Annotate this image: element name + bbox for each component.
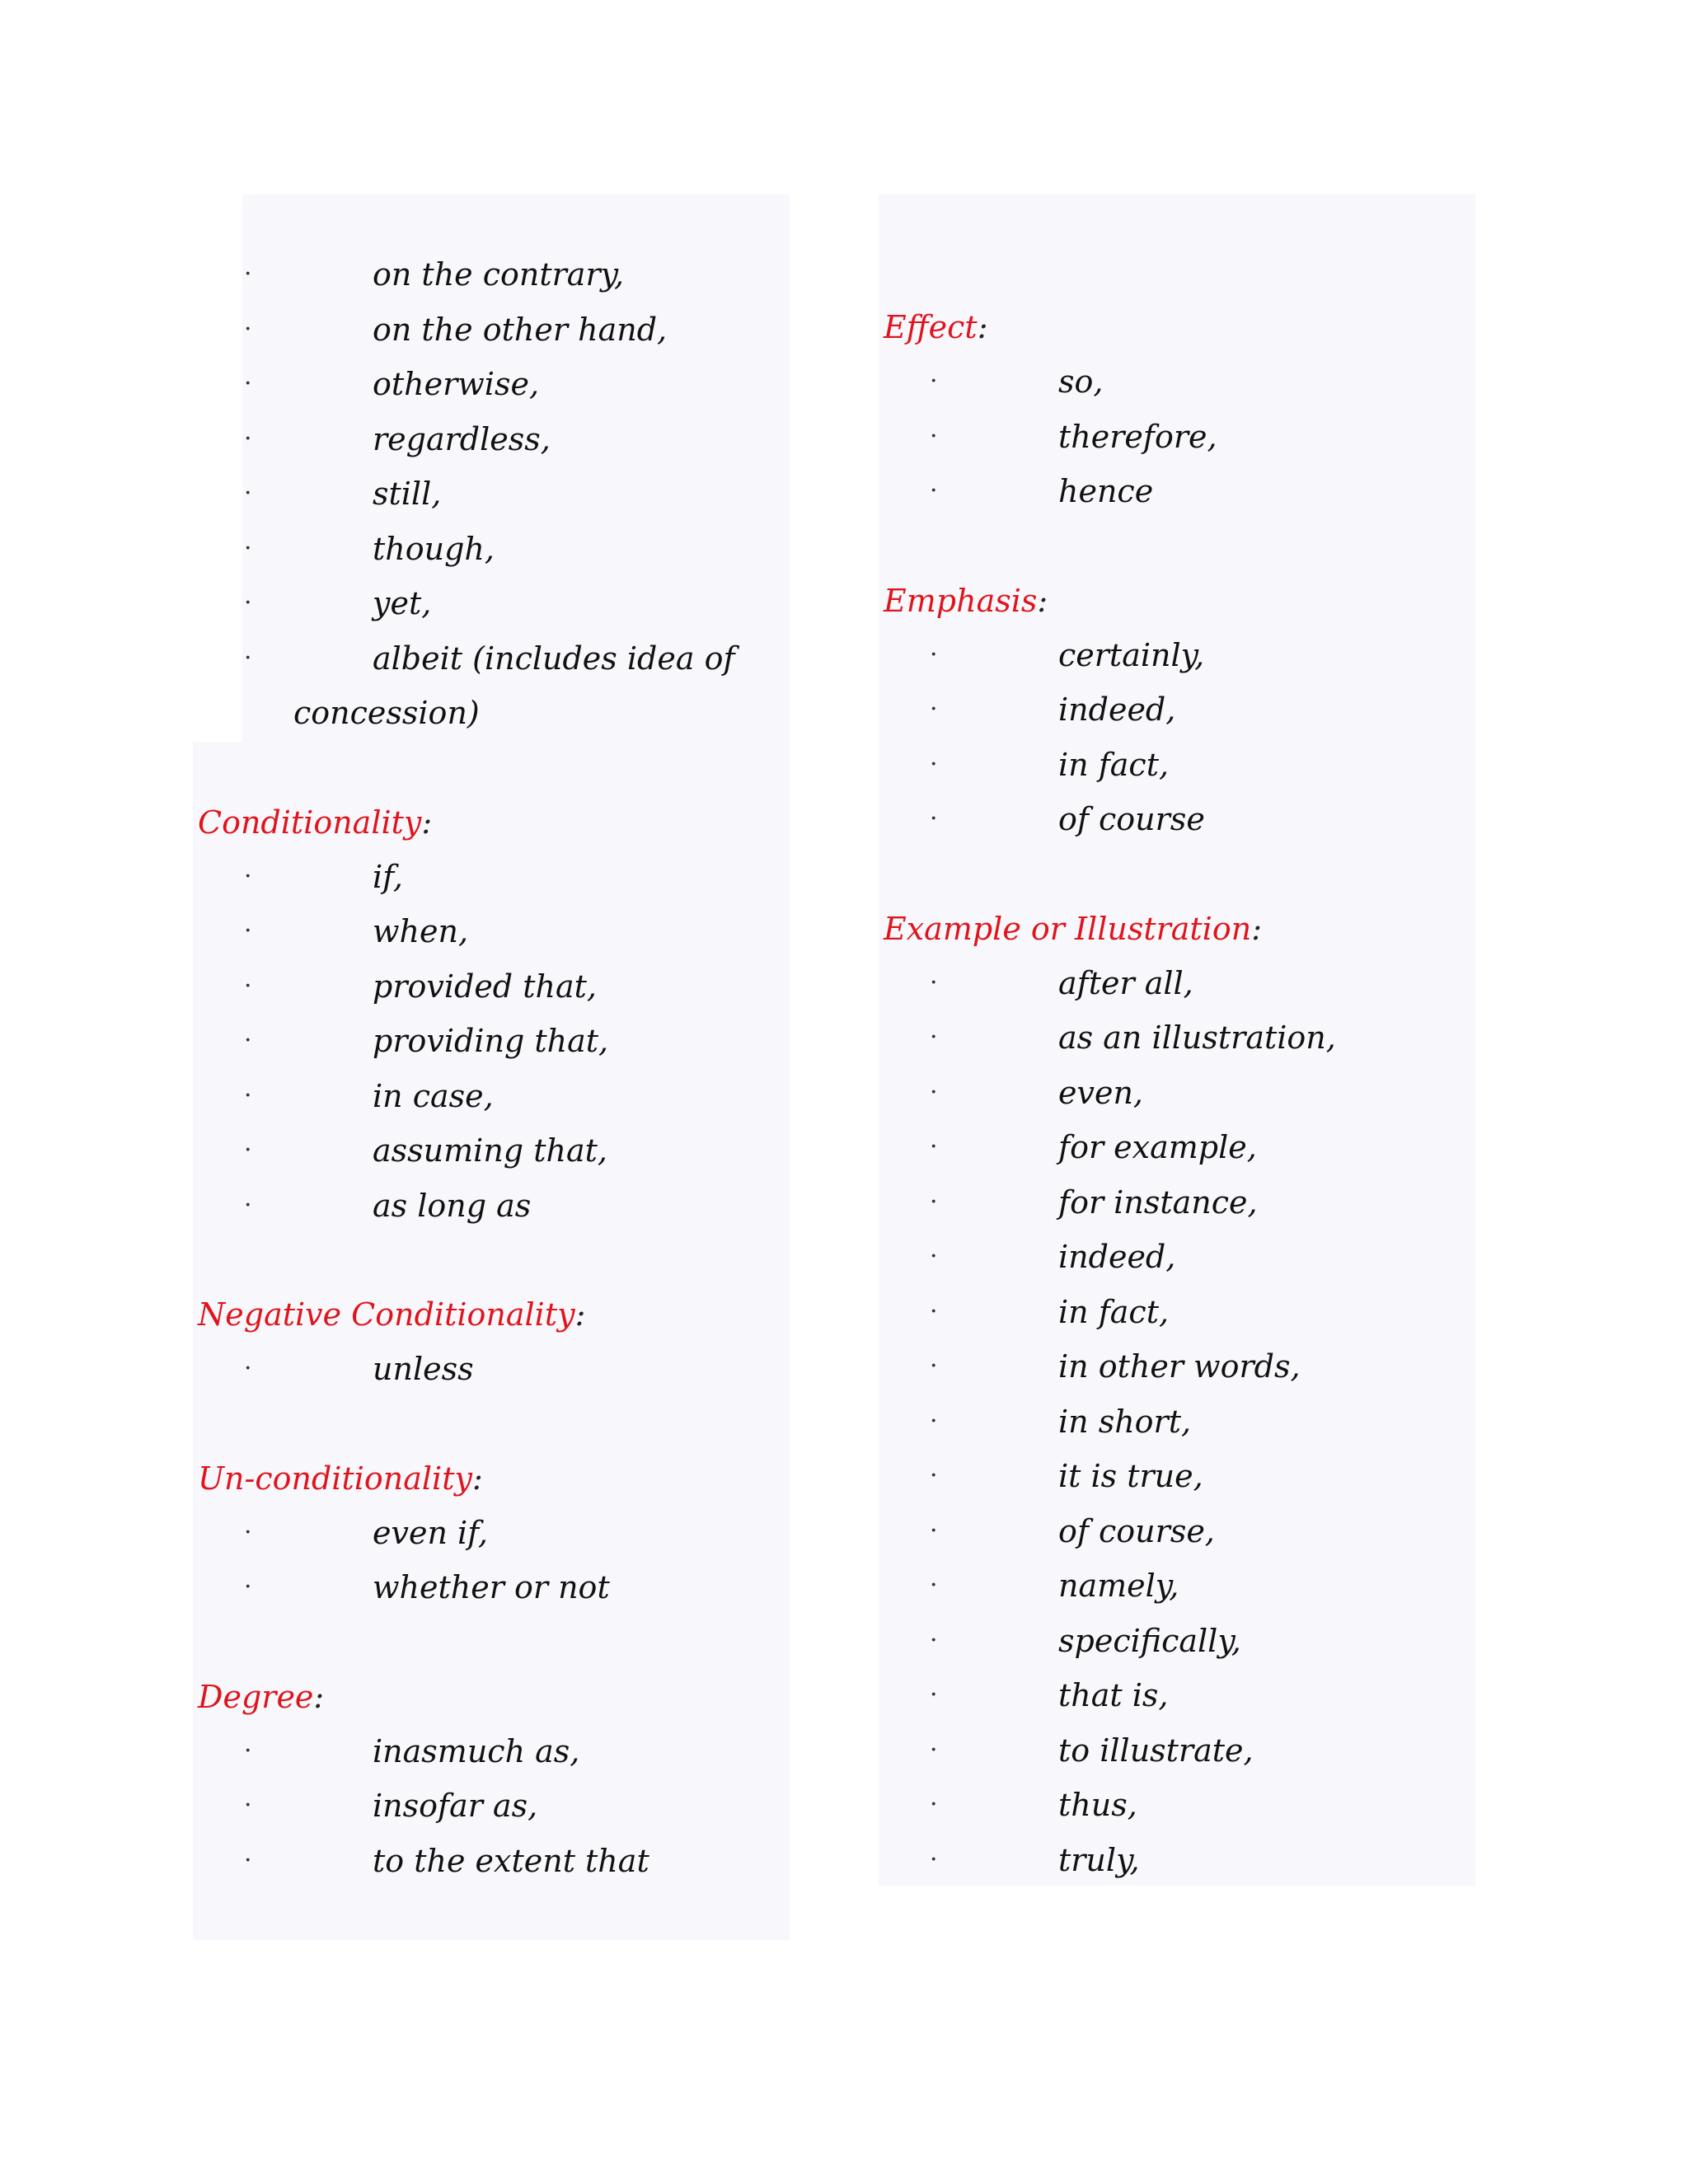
bullet-icon: · [244, 424, 252, 453]
list-item [193, 904, 795, 959]
bullet-icon: · [930, 1571, 938, 1600]
list-item-text: on the other hand, [373, 311, 668, 348]
list-item-text: in case, [373, 1077, 494, 1114]
list-item-text: on the contrary, [373, 256, 625, 293]
list-item [193, 850, 795, 905]
bullet-icon: · [930, 1844, 938, 1874]
bullet-icon: · [244, 1354, 252, 1383]
bullet-icon: · [244, 916, 252, 945]
list-item [879, 792, 1480, 847]
list-item-text: albeit (includes idea of [373, 640, 735, 677]
list-item-text: even, [1058, 1074, 1143, 1111]
list-item-text: in other words, [1058, 1348, 1301, 1385]
bullet-icon: · [930, 367, 938, 396]
list-item-text: indeed, [1058, 691, 1176, 728]
list-item [193, 959, 795, 1015]
left-column [193, 194, 795, 1888]
list-item-text: insofar as, [373, 1788, 538, 1824]
list-item-text: even if, [373, 1514, 488, 1551]
list-item [879, 1614, 1480, 1669]
list-item-text: indeed, [1058, 1239, 1176, 1275]
list-item-text: specifically, [1058, 1622, 1241, 1659]
list-item [879, 1066, 1480, 1121]
list-item [193, 1069, 795, 1124]
list-item [193, 1779, 795, 1834]
list-item-text: to the extent that [373, 1842, 649, 1879]
bullet-icon: · [930, 421, 938, 451]
effect-list [879, 354, 1480, 519]
bullet-icon: · [930, 1077, 938, 1107]
list-item [879, 410, 1480, 465]
list-item-text: namely, [1058, 1568, 1179, 1604]
list-item-text: regardless, [373, 420, 551, 457]
list-item [879, 1230, 1480, 1285]
bullet-icon: · [930, 1132, 938, 1161]
list-item-text: for example, [1058, 1129, 1257, 1165]
list-item [193, 412, 795, 467]
list-item-text: of course [1058, 801, 1205, 837]
list-item-text: truly, [1058, 1841, 1140, 1878]
list-item [879, 1449, 1480, 1504]
list-item [193, 1342, 795, 1397]
list-item-text: it is true, [1058, 1458, 1203, 1494]
list-item-text: therefore, [1058, 418, 1217, 455]
list-item-text: in fact, [1058, 746, 1170, 783]
bullet-icon: · [244, 1572, 252, 1601]
list-item-text: certainly, [1058, 636, 1205, 673]
list-item [193, 302, 795, 358]
list-item-text: hence [1058, 473, 1154, 509]
list-item [879, 1723, 1480, 1779]
bullet-icon: · [930, 476, 938, 505]
list-item [879, 1010, 1480, 1066]
list-item [193, 1179, 795, 1234]
bullet-icon: · [244, 643, 252, 673]
bullet-icon: · [930, 1625, 938, 1655]
list-item [193, 247, 795, 302]
list-item [879, 956, 1480, 1011]
list-item-text: in short, [1058, 1403, 1192, 1440]
bullet-icon: · [930, 1023, 938, 1052]
bullet-icon: · [930, 1516, 938, 1545]
list-item [193, 1014, 795, 1069]
list-item [879, 628, 1480, 683]
bullet-icon: · [930, 1790, 938, 1819]
list-item-text: still, [373, 476, 442, 512]
list-item-text: whether or not [373, 1569, 610, 1605]
list-item [879, 1558, 1480, 1614]
list-item [879, 464, 1480, 519]
section-heading-example-or-illustration: Example or Illustration: [884, 910, 1262, 947]
list-item-text: that is, [1058, 1677, 1169, 1713]
list-item-text: providing that, [373, 1023, 609, 1059]
list-item [879, 1778, 1480, 1833]
list-item-text: to illustrate, [1058, 1732, 1254, 1769]
bullet-icon: · [244, 588, 252, 617]
list-item [193, 576, 795, 631]
list-item-text: inasmuch as, [373, 1732, 580, 1769]
list-item [879, 1833, 1480, 1888]
section-heading-degree: Degree: [198, 1678, 325, 1715]
bullet-icon: · [930, 749, 938, 779]
list-item-text: unless [373, 1351, 474, 1387]
list-item-text: yet, [373, 585, 432, 621]
section-heading-emphasis: Emphasis: [884, 582, 1048, 619]
list-item [879, 738, 1480, 793]
list-item [879, 1339, 1480, 1394]
bullet-icon: · [244, 1736, 252, 1765]
bullet-icon: · [244, 1026, 252, 1055]
bullet-icon: · [244, 1080, 252, 1110]
section-heading-conditionality: Conditionality: [198, 804, 433, 841]
list-item [193, 1506, 795, 1561]
list-item [193, 1560, 795, 1615]
list-item [193, 1834, 795, 1889]
list-item [193, 522, 795, 577]
list-item [879, 1175, 1480, 1230]
list-item-text: as long as [373, 1187, 532, 1224]
right-column [879, 194, 1480, 1887]
list-item [879, 1285, 1480, 1340]
list-item-text: in fact, [1058, 1293, 1170, 1330]
list-item [193, 466, 795, 522]
list-item-text: though, [373, 530, 495, 567]
conditionality-list [193, 850, 795, 1234]
bullet-icon: · [244, 479, 252, 508]
list-item-text: for instance, [1058, 1183, 1258, 1221]
bullet-icon: · [930, 1352, 938, 1380]
contrast-list [193, 247, 795, 686]
bullet-icon: · [930, 695, 938, 724]
bullet-icon: · [930, 804, 938, 833]
list-item [879, 1668, 1480, 1723]
list-item-text: of course, [1058, 1512, 1215, 1549]
list-item-text: so, [1058, 363, 1104, 400]
bullet-icon: · [244, 260, 252, 288]
emphasis-list [879, 628, 1480, 847]
bullet-icon: · [244, 1190, 252, 1220]
bullet-icon: · [930, 968, 938, 997]
bullet-icon: · [930, 1187, 938, 1216]
bullet-icon: · [244, 533, 252, 563]
section-heading-effect: Effect: [884, 309, 988, 345]
bullet-icon: · [244, 861, 252, 891]
section-heading-unconditionality: Un-conditionality: [198, 1460, 483, 1497]
bullet-icon: · [244, 369, 252, 398]
list-item-text: if, [373, 858, 403, 895]
list-item [879, 1504, 1480, 1559]
negative-conditionality-list [193, 1342, 795, 1397]
list-item-continuation: concession) [293, 695, 480, 731]
bullet-icon: · [930, 1242, 938, 1271]
list-item-text: thus, [1058, 1787, 1137, 1823]
list-item [193, 357, 795, 412]
bullet-icon: · [930, 1680, 938, 1709]
list-item [879, 1394, 1480, 1450]
degree-list [193, 1724, 795, 1889]
list-item [879, 682, 1480, 738]
unconditionality-list [193, 1506, 795, 1615]
bullet-icon: · [244, 1791, 252, 1820]
bullet-icon: · [930, 1406, 938, 1436]
bullet-icon: · [244, 1517, 252, 1547]
example-list [879, 956, 1480, 1888]
list-item-text: assuming that, [373, 1132, 607, 1169]
bullet-icon: · [244, 1136, 252, 1165]
bullet-icon: · [930, 1461, 938, 1490]
list-item-text: provided that, [373, 968, 597, 1005]
list-item [193, 631, 795, 687]
list-item [879, 1120, 1480, 1175]
bullet-icon: · [930, 1296, 938, 1326]
bullet-icon: · [244, 971, 252, 1001]
list-item-text: otherwise, [373, 366, 540, 402]
bullet-icon: · [244, 314, 252, 344]
bullet-icon: · [244, 1845, 252, 1875]
list-item-text: after all, [1058, 964, 1193, 1001]
section-heading-negative-conditionality: Negative Conditionality: [198, 1296, 586, 1333]
list-item [193, 1123, 795, 1179]
list-item [879, 354, 1480, 410]
bullet-icon: · [930, 640, 938, 669]
bullet-icon: · [930, 1735, 938, 1765]
list-item-text: as an illustration, [1058, 1019, 1336, 1056]
list-item-text: when, [373, 913, 469, 949]
list-item [193, 1724, 795, 1779]
